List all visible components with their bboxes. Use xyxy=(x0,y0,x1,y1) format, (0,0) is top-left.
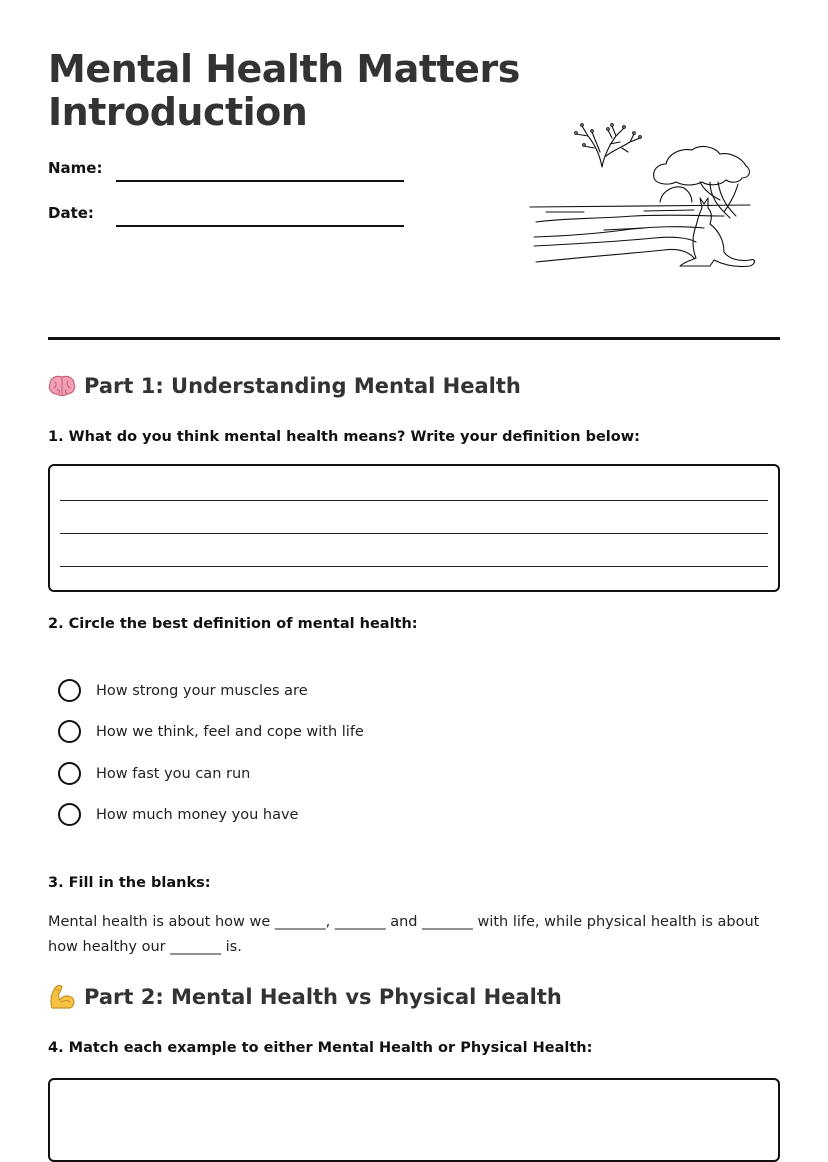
bare-tree-icon xyxy=(575,124,642,167)
question-2: 2. Circle the best definition of mental health: xyxy=(48,616,418,632)
option-label: How strong your muscles are xyxy=(96,682,308,699)
radio-circle[interactable] xyxy=(58,720,81,743)
part1-heading xyxy=(48,374,521,398)
answer-line xyxy=(60,533,768,534)
sun-icon xyxy=(660,187,692,202)
title-line-1: Mental Health Matters xyxy=(48,47,520,91)
name-field[interactable] xyxy=(116,180,404,182)
radio-circle[interactable] xyxy=(58,762,81,785)
section-divider xyxy=(48,337,780,340)
option-think-feel-cope[interactable] xyxy=(58,720,364,743)
option-money[interactable] xyxy=(58,803,298,826)
brain-icon xyxy=(48,375,76,397)
matching-box[interactable] xyxy=(48,1078,780,1162)
option-label: How much money you have xyxy=(96,806,299,823)
option-label: How fast you can run xyxy=(96,765,251,782)
title-line-2: Introduction xyxy=(48,90,308,134)
option-muscles[interactable] xyxy=(58,679,308,702)
definition-answer-box[interactable] xyxy=(48,464,780,592)
worksheet-title xyxy=(48,48,520,134)
question-4: 4. Match each example to either Mental Health or Physical Health: xyxy=(48,1040,593,1056)
kangaroo-icon xyxy=(680,198,755,267)
option-label: How we think, feel and cope with life xyxy=(96,723,364,740)
radio-circle[interactable] xyxy=(58,679,81,702)
answer-line xyxy=(60,500,768,501)
radio-circle[interactable] xyxy=(58,803,81,826)
name-label: Name: xyxy=(48,159,103,177)
date-field[interactable] xyxy=(116,225,404,227)
part2-heading xyxy=(48,984,562,1010)
question-1: 1. What do you think mental health means? Write your definition below: xyxy=(48,429,640,445)
question-3: 3. Fill in the blanks: xyxy=(48,875,211,891)
part2-heading-text: Part 2: Mental Health vs Physical Health xyxy=(84,985,562,1009)
answer-line xyxy=(60,566,768,567)
part1-heading-text: Part 1: Understanding Mental Health xyxy=(84,374,521,398)
date-label: Date: xyxy=(48,204,94,222)
flexed-biceps-icon xyxy=(48,984,76,1010)
fill-in-blanks-text: Mental health is about how we _______, _______ and _______ with life, while physical health is about how healthy our _______ is. xyxy=(48,914,760,955)
option-run-fast[interactable] xyxy=(58,762,250,785)
water-lines xyxy=(530,205,750,262)
beach-kangaroo-illustration xyxy=(524,112,760,274)
